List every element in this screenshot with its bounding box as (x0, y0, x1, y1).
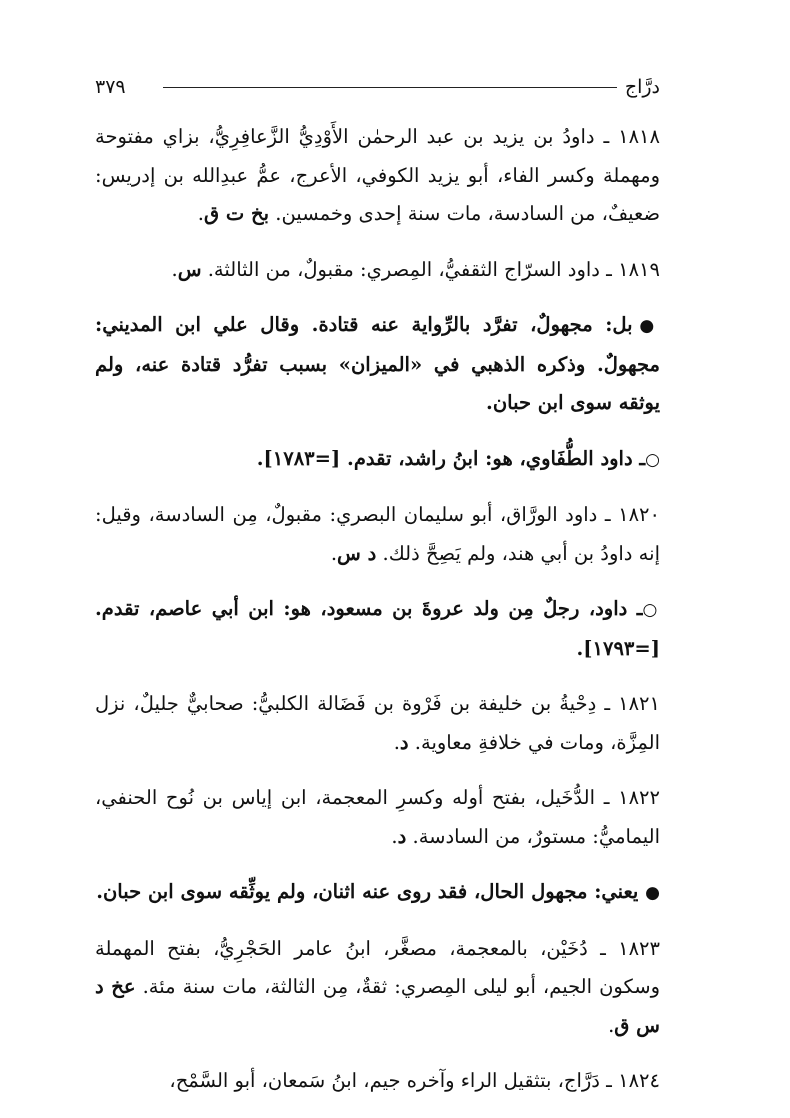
entry-1819 (95, 251, 660, 290)
entry-text: ـ داود الورَّاق، أبو سليمان البصري: مقبولٌ، مِن السادسة، وقيل: إنه داودُ بن أبي هند، ولم يَصِحَّ ذلك. (95, 503, 660, 565)
open-circle-icon: ○ (645, 449, 660, 470)
entry-text: ـ داود السرّاج الثقفيُّ، المِصري: مقبولٌ، من الثالثة. (201, 257, 619, 281)
entry-1818 (95, 118, 660, 234)
entry-number: ١٨١٨ (618, 125, 660, 148)
entry-end: . (197, 202, 204, 225)
entry-1821 (95, 685, 660, 762)
entry-text: ـ دُخَيْن، بالمعجمة، مصغَّر، ابنُ عامر الحَجْرِيُّ، بفتح المهملة وسكون الجيم، أبو ليلى المِصري: ثقةٌ، مِن الثالثة، مات سنة مئة. (95, 936, 660, 998)
page-number: ٣٧٩ (95, 76, 126, 98)
entry-1822 (95, 779, 660, 856)
editor-note (95, 873, 660, 913)
entry-end: . (330, 541, 338, 565)
note-text: يعني: مجهول الحال، فقد روى عنه اثنان، ولم يوثِّقه سوى ابن حبان. (96, 880, 646, 903)
entry-end: . (608, 1013, 615, 1037)
note-text: بل: مجهولٌ، تفرَّد بالرِّواية عنه قتادة. وقال علي ابن المديني: مجهولٌ. وذكره الذهبي في «الميزان» بسبب تفرُّد قتادة عنه، ولم يوثقه سوى ابن حبان. (95, 313, 660, 414)
entry-number: ١٨١٩ (618, 257, 660, 281)
source-codes: عخ د س ق (95, 975, 660, 1037)
reference-text: ـ داود، رجلٌ مِن ولد عروةَ بن مسعود، هو: ابن أبي عاصم، تقدم. [=١٧٩٣]. (95, 597, 660, 660)
entry-end: . (391, 824, 398, 848)
entry-1824 (95, 1062, 660, 1101)
source-codes: س (177, 257, 202, 281)
text-body (95, 118, 660, 1101)
running-header (95, 72, 660, 102)
open-circle-icon: ○ (642, 600, 660, 620)
header-rule (163, 87, 617, 88)
entry-end: . (393, 730, 400, 754)
running-title: درَّاج (624, 76, 660, 98)
entry-1823 (95, 930, 660, 1046)
entry-number: ١٨٢٤ (618, 1069, 660, 1092)
source-codes: د (399, 730, 409, 754)
entry-number: ١٨٢٠ (618, 503, 660, 526)
cross-reference (95, 440, 660, 480)
editor-note (95, 306, 660, 423)
entry-end: . (171, 257, 178, 281)
filled-circle-icon: ● (645, 883, 660, 903)
cross-reference (95, 590, 660, 668)
entry-number: ١٨٢١ (618, 692, 660, 715)
entry-1820 (95, 496, 660, 573)
source-codes: د (397, 824, 407, 848)
reference-text: ـ داود الطُّفَاوي، هو: ابنُ راشد، تقدم. [=١٧٨٣]. (256, 446, 646, 470)
entry-text: ـ دَرَّاج، بتثقيل الراء وآخره جيم، ابنُ سَمعان، أبو السَّمْح، (169, 1069, 619, 1092)
entry-text: ـ الدُّخَيل، بفتح أوله وكسرِ المعجمة، ابن إياس بن نُوح الحنفي، اليماميُّ: مستورٌ، من السادسة. (95, 786, 660, 848)
source-codes: بخ ت ق (203, 202, 270, 225)
entry-text: ـ داودُ بن يزيد بن عبد الرحمٰن الأَوْدِيُّ الزَّعافِرِيُّ، بزاي مفتوحة ومهملة وكسر الفاء، أبو يزيد الكوفي، الأعرج، عمُّ عبدِالله بن إدريس: ضعيفٌ، من السادسة، مات سنة إحدى وخمسين. (95, 125, 660, 225)
entry-number: ١٨٢٣ (618, 936, 660, 960)
entry-text: ـ دِحْيةُ بن خليفة بن فَرْوة بن فَضَالة الكلبيُّ: صحابيٌّ جليلٌ، نزل المِزَّة، ومات في خلافةِ معاوية. (95, 692, 660, 754)
filled-circle-icon: ● (639, 316, 660, 336)
source-codes: د س (337, 541, 377, 565)
entry-number: ١٨٢٢ (618, 786, 660, 809)
